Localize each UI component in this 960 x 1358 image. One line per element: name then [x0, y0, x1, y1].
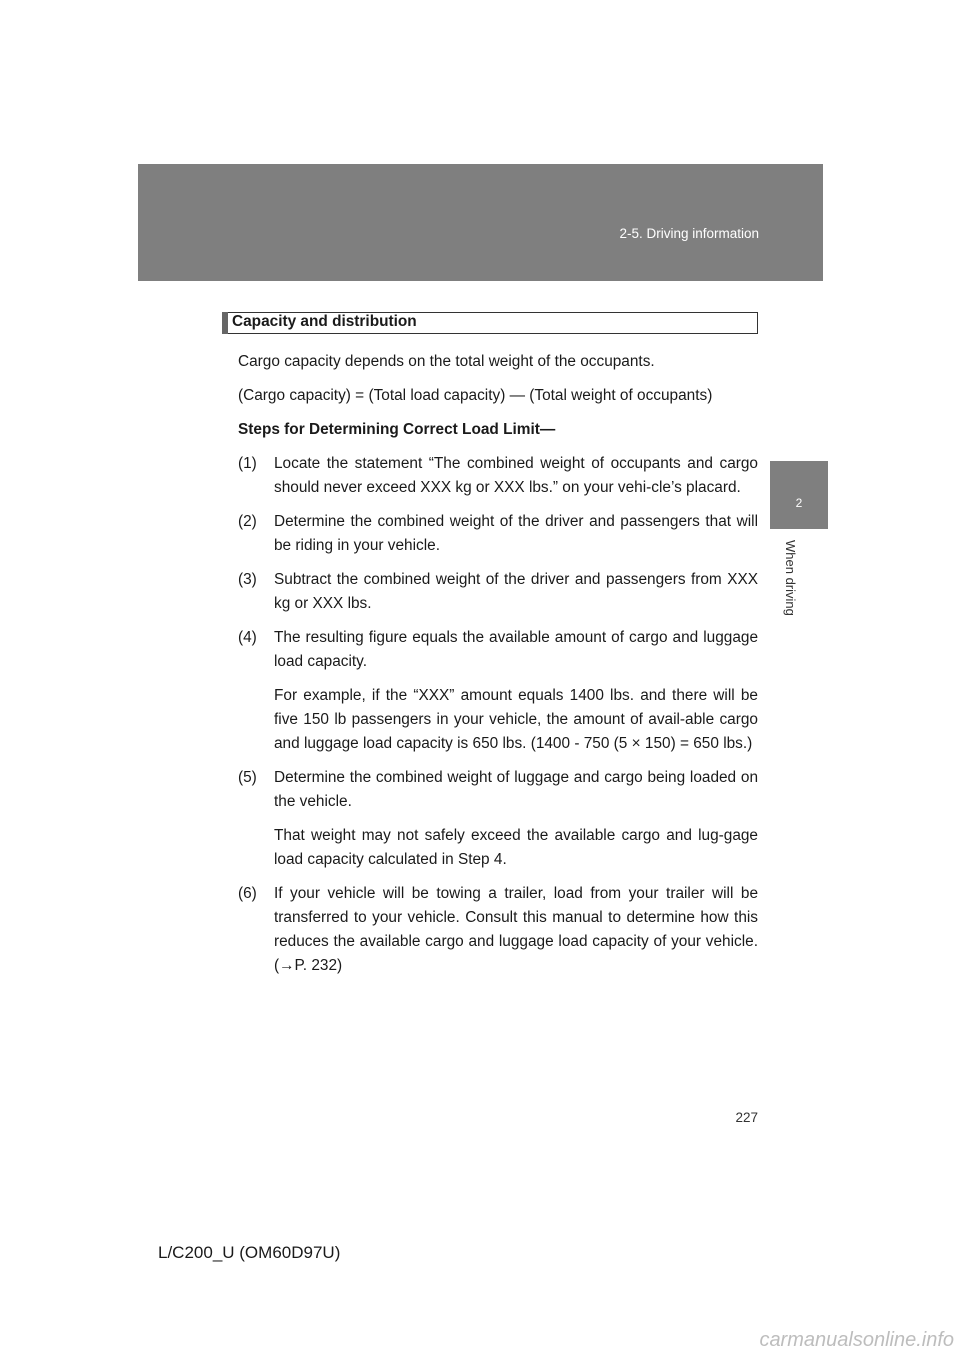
watermark[interactable]: carmanualsonline.info	[759, 1329, 954, 1351]
header-band	[138, 164, 823, 281]
heading-marker	[222, 312, 228, 334]
step-item	[238, 766, 758, 872]
page-number: 227	[735, 1110, 758, 1125]
chapter-tab[interactable]	[770, 461, 828, 529]
step-item	[238, 510, 758, 558]
step-item	[238, 452, 758, 500]
step-item	[238, 626, 758, 756]
step-text: Determine the combined weight of luggage and cargo being loaded on the vehicle.	[274, 769, 758, 810]
step-item	[238, 882, 758, 978]
step-text: If your vehicle will be towing a trailer, load from your trailer will be transferred to your vehicle. Consult this manual to determine how this reduces the available cargo and luggage load capacity of your vehicle. (→P. 232)	[274, 885, 758, 974]
step-number: (3)	[238, 571, 257, 588]
steps-list	[238, 452, 758, 978]
step-number: (4)	[238, 629, 257, 646]
step-number: (5)	[238, 769, 257, 786]
section-heading	[222, 312, 758, 334]
intro-paragraph: Cargo capacity depends on the total weight of the occupants.	[238, 353, 655, 370]
chapter-title: When driving	[783, 540, 798, 616]
heading-text: Capacity and distribution	[232, 313, 417, 330]
document-code: L/C200_U (OM60D97U)	[158, 1243, 341, 1262]
main-content	[222, 312, 758, 988]
step-text: Determine the combined weight of the driver and passengers that will be riding in your vehicle.	[274, 513, 758, 554]
chapter-number: 2	[795, 496, 803, 510]
steps-title: Steps for Determining Correct Load Limit—	[238, 421, 556, 438]
step-number: (1)	[238, 455, 257, 472]
step-example: For example, if the “XXX” amount equals 1400 lbs. and there will be five 150 lb passengers in your vehicle, the amount of avail-able cargo and luggage load capacity is 650 lbs. (1400 - 750 (5 × 150) = 650 lbs.)	[274, 687, 758, 752]
step-text: Locate the statement “The combined weight of occupants and cargo should never exceed XXX kg or XXX lbs.” on your vehi-cle’s placard.	[274, 455, 758, 496]
section-label: 2-5. Driving information	[619, 226, 759, 241]
step-number: (6)	[238, 885, 257, 902]
step-text: The resulting figure equals the available amount of cargo and luggage load capacity.	[274, 629, 758, 670]
step-number: (2)	[238, 513, 257, 530]
step-note: That weight may not safely exceed the available cargo and lug-gage load capacity calculated in Step 4.	[274, 827, 758, 868]
step-item	[238, 568, 758, 616]
formula-paragraph: (Cargo capacity) = (Total load capacity) — (Total weight of occupants)	[238, 387, 713, 404]
step-text: Subtract the combined weight of the driver and passengers from XXX kg or XXX lbs.	[274, 571, 758, 612]
